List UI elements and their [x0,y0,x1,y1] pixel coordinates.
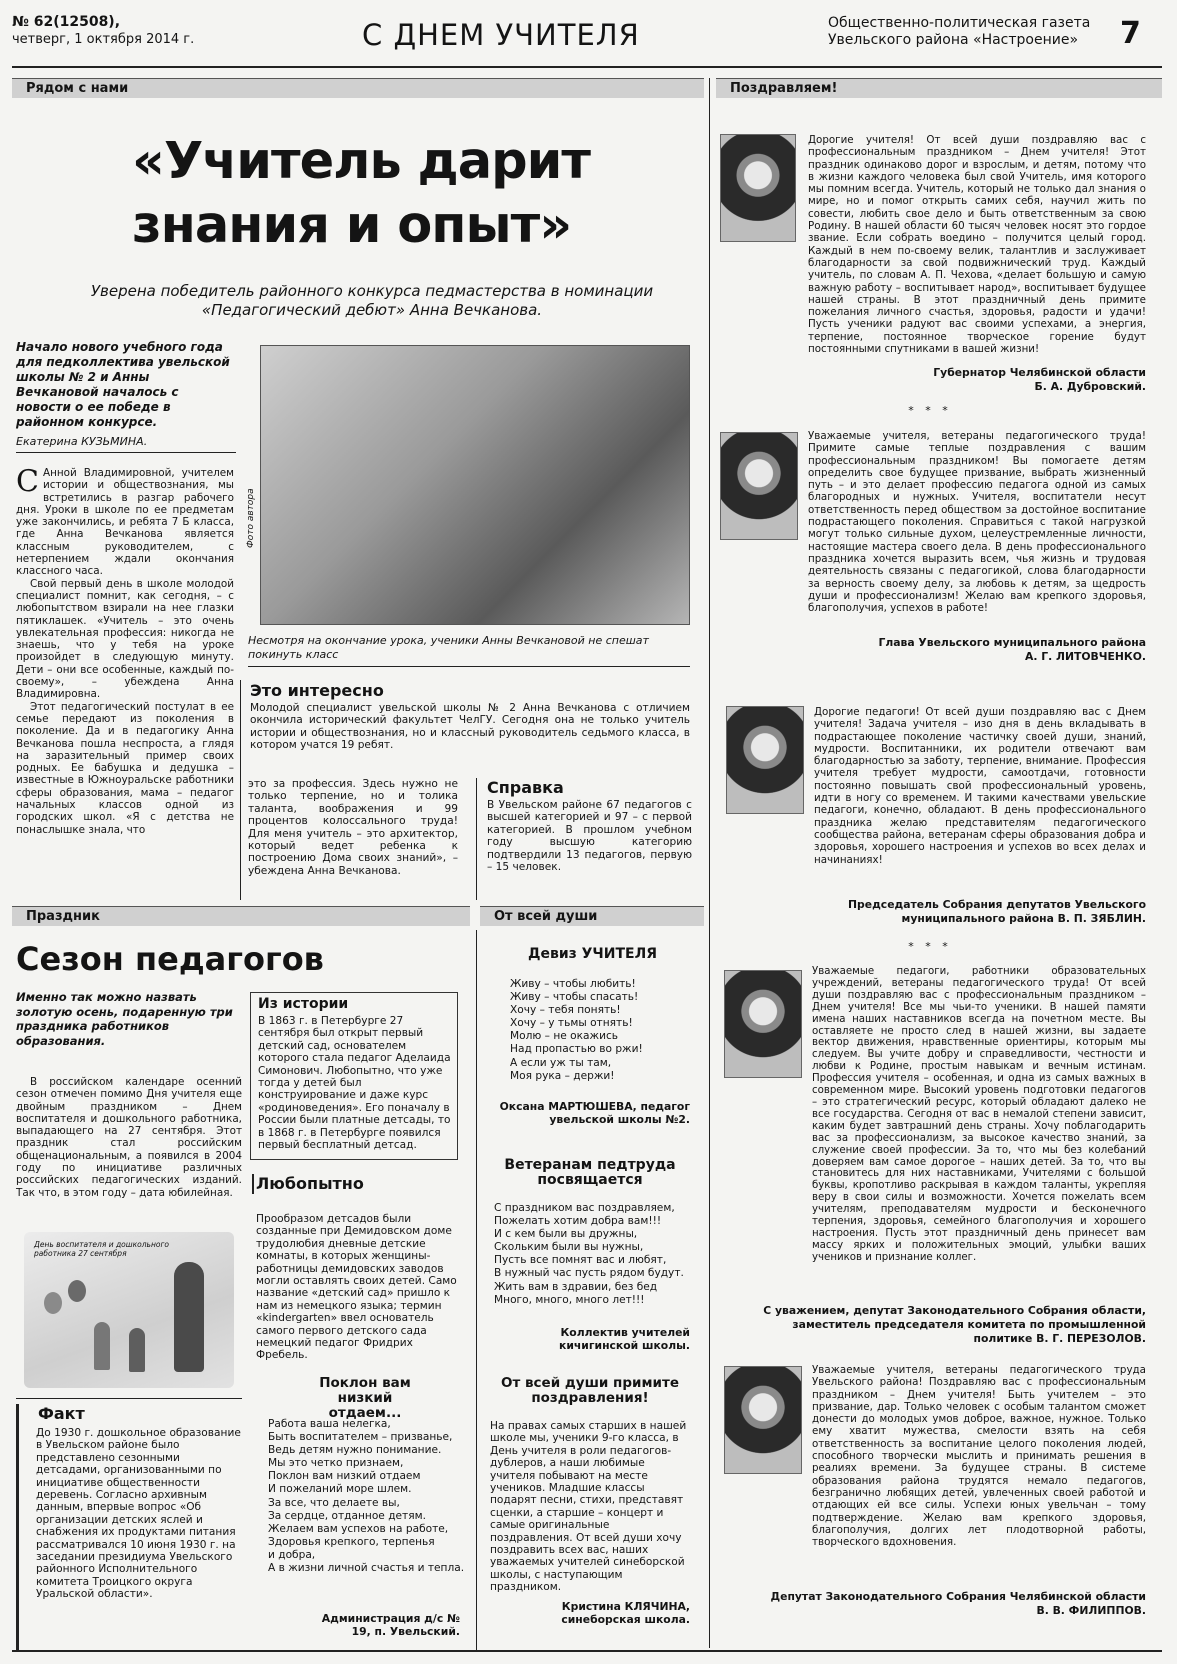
accept-signature: Кристина КЛЯЧИНА, синеборская школа. [561,1600,690,1626]
fact-box [16,1404,242,1601]
header-divider [12,66,1162,68]
teacher-figure-icon [174,1262,204,1372]
interesting-box [250,681,690,752]
motto-title: Девиз УЧИТЕЛЯ [528,946,657,962]
section-title: С ДНЕМ УЧИТЕЛЯ [362,18,640,52]
article-column-2 [248,778,458,877]
veterans-signature: Коллектив учителей кичигинской школы. [559,1326,690,1352]
accept-title: От всей души примите поздравления! [501,1375,679,1406]
congrats-2-sig-title: Глава Увельского муниципального района [878,636,1146,649]
congrats-1-sig-title: Губернатор Челябинской области [933,366,1146,379]
portrait-perezolov [724,970,802,1078]
congrats-4 [812,966,1146,1264]
curious-title: Любопытно [256,1174,364,1193]
holiday-body: В российском календаре осенний сезон отмечен помимо Дня учителя еще двойным праздником – Днем воспитателя и дошкольного работника, выпадающего на 27 сентября. Этот праздник стал российским общенациональным, а появился в 2004 году по инициативе различных российских педагогических изданий. Так что, в этом году – дата юбилейная. [16,1076,242,1199]
article-lead: Начало нового учебного года для педколлектива увельской школы № 2 и Анны Вечкановой началось с новости о ее победе в районном конкурсе. [16,340,230,429]
congrats-4-sig-1: С уважением, депутат Законодательного Собрания области, [763,1304,1146,1317]
masthead [0,0,1177,70]
article-body-1: Анной Владимировной, учителем истории и обществознания, мы встретились в разгар рабочего дня. Уроки в школе по ее предметам уже закончились, и ребята 7 Б класса, где Анна Вечканова является классным руководителем, с нетерпением ждали окончания классного часа. [16,467,234,578]
article-author: Екатерина КУЗЬМИНА. [16,435,148,448]
reference-title: Справка [487,778,564,797]
congrats-3 [814,706,1146,866]
congrats-1 [808,134,1146,355]
reference-box [487,778,692,873]
portrait-deputies-chair [726,706,804,814]
holiday-illustration [24,1232,234,1388]
congrats-1-text: Дорогие учителя! От всей души поздравляю вас с профессиональным праздником – Днем учителя! Этот праздник одинаково дорог и взрослым, и детям, потому что в жизни каждого человека был свой Учитель, имя которого мы помним всегда. Учитель, который не только дал знания о мире, но и помог открыть самих себя, научил жить по совести, любить свое дело и быть ответственным за свою Родину. В нашей области 60 тысяч человек носят это гордое звание. Если собрать воедино – получится целый город. Каждый в нем по-своему велик, талантлив и заслуживает благодарности за свой подвижнический труд. Каждый учитель, по словам А. П. Чехова, «делает большую и самую важную работу – воспитывает народ», воспитывает будущее нашей страны. В этот праздничный день примите пожелания личного счастья, здоровья, радости и удачи! Пусть ученики радуют вас своими успехами, а энергия, терпение, постоянное творческое горение будут постоянными спутниками в вашей жизни! [808,134,1146,356]
article-photo [260,345,690,625]
bow-poem: Работа ваша нелегка, Быть воспитателем – призванье, Ведь детям нужно понимание. Мы это четко признаем, Поклон вам низкий отдаем И пожеланий море шлем. За все, что делаете вы, За сердце, отданное детям. Желаем вам успехов на работе, Здоровья крепкого, терпенья и добра, А в жизни личной счастья и тепла. [268,1418,465,1575]
child-figure-icon [94,1322,110,1370]
separator-stars: * * * [908,940,952,953]
illustration-caption: День воспитателя и дошкольного работника 27 сентября [34,1240,169,1258]
congrats-5 [812,1364,1146,1548]
issue-number: № 62(12508), [12,14,121,30]
holiday-body-column [16,1076,242,1199]
congrats-5-text: Уважаемые учителя, ветераны педагогического труда Увельского района! Поздравляю вас с профессиональным праздником – Днем учителя! Быть учителем – это призвание, дар. Только человек с особым талантом сможет донести до молодых умов доброе, важное, нужное. Только ему хватит мужества, смелости взять на себя ответственность за воспитание целого поколения людей, способного творчески мыслить и принимать решения в реалиях времени. За будущее страны. В системе образования района трудятся немало педагогов, безгранично любящих детей, увлеченных своей работой и отдающих ей все силы. Успехи юных увельчан – тому подтверждение. Желаю вам крепкого здоровья, благополучия, долгих лет плодотворной работы, творческого вдохновения. [812,1364,1146,1549]
curious-text: Прообразом детсадов были созданные при Демидовском доме трудолюбия дневные детские комнаты, в которых женщины-работницы демидовских заводов могли оставлять своих детей. Само название «детский сад» пришло к нам из немецкого языка; термин «kindergarten» ввел основатель самого первого детского сада немецкий педагог Фридрих Фребель. [256,1213,457,1362]
curious-box [256,1174,464,1362]
history-content [258,996,454,1151]
footer-rule [12,1650,1162,1652]
holiday-headline: Сезон педагогов [16,940,324,978]
bow-title: Поклон вам низкий отдаем... [319,1375,411,1421]
headline-line1: «Учитель дарит [132,132,590,191]
article-column-1 [16,464,234,836]
col-divider-c [476,930,477,1650]
column-divider-right [709,78,710,1648]
section-label-congrats: Поздравляем! [716,78,1162,98]
congrats-1-sig-name: Б. А. Дубровский. [1034,380,1146,393]
section-label-soul: От всей души [480,906,704,926]
congrats-3-sig-name: муниципального района В. П. ЗЯБЛИН. [901,912,1146,925]
author-rule [16,452,236,453]
caption-rule [248,666,690,667]
portrait-head-of-district [720,432,798,540]
fact-text: До 1930 г. дошкольное образование в Увельском районе было представлено сезонными детсадами, организованными по инициативе общественности деревень. Согласно архивным данным, впервые вопрос «Об организации детских яслей и снабжения их продуктами питания рассматривался 10 июня 1930 г. на заседании президиума Увельского районного Исполнительного комитета Троицкого округа Уральской области». [36,1427,241,1601]
veterans-poem: С праздником вас поздравляем, Пожелать хотим добра вам!!! И с кем были вы дружны, Скольким были вы нужны, Пусть все помнят вас и любят, В нужный час пусть рядом будут. Жить вам в здравии, без бед Много, много, много лет!!! [494,1202,684,1306]
motto-signature: Оксана МАРТЮШЕВА, педагог увельской школы №2. [499,1100,690,1126]
drop-cap: С [16,464,39,499]
history-title: Из истории [258,996,349,1012]
congrats-3-text: Дорогие педагоги! От всей души поздравляю вас с Днем учителя! Задача учителя – изо дня в день вкладывать в подрастающее поколение частичку своей души, знаний, мудрости. Воспитанники, их родители отвечают вам благодарностью за заботу, терпение, внимание. Профессия учителя требует мудрости, самоотдачи, готовности постоянно повышать свой профессиональный уровень, идти в ногу со временем. И такими качествами увельские педагоги, конечно, обладают. В день профессионального праздника желаю представителям педагогического сообщества района, ветеранам сферы образования добра и здоровья, хорошего настроения и успехов во всех делах и начинаниях! [814,706,1146,866]
congrats-2 [808,430,1146,614]
headline-line2: знания и опыт» [132,196,572,255]
veterans-title: Ветеранам педтруда посвящается [504,1157,676,1188]
col-divider-a [240,680,241,900]
interesting-title: Это интересно [250,681,384,700]
separator-stars: * * * [908,404,952,417]
issue-date: четверг, 1 октября 2014 г. [12,32,195,47]
congrats-5-sig-title: Депутат Законодательного Собрания Челябинской области [770,1590,1146,1603]
congrats-2-sig-name: А. Г. ЛИТОВЧЕНКО. [1025,650,1146,663]
paper-name-line2: Увельского района «Настроение» [828,32,1079,48]
subhead: Уверена победитель районного конкурса педмастерства в номинации «Педагогический дебют» Анна Вечканова. [90,282,654,319]
congrats-5-sig-name: В. В. ФИЛИППОВ. [1036,1604,1146,1617]
portrait-governor [720,134,796,242]
reference-text: В Увельском районе 67 педагогов с высшей категорией и 97 – с первой категорией. В прошлом учебном году высшую категорию подтвердили 13 педагогов, первую – 15 человек. [487,799,692,874]
paper-name-line1: Общественно-политическая газета [828,15,1091,31]
bow-signature: Администрация д/с № 19, п. Увельский. [321,1612,460,1638]
article-body-2: Свой первый день в школе молодой специалист помнит, как сегодня, – с любопытством взирали на нее глазки пятиклашек. «Учитель – это очень увлекательная профессия: никогда не знаешь, что у тебя на уроке произойдет в следующую минуту. Дети – они все особенные, каждый по-своему», – убеждена Анна Владимировна. [16,577,234,701]
article-body-3: Этот педагогический постулат в ее семье передают из поколения в поколение. Да и в педагогику Анна Вечканова пошла неспроста, а глядя на заразительный пример своих родных. Ее бабушка и дедушка – известные в Южноуральске работники сферы образования, мама – педагог начальных классов одной из городских школ. «Я с детства не понаслышке знала, что [16,700,234,836]
history-text: В 1863 г. в Петербурге 27 сентября был открыт первый детский сад, основателем которого стала педагог Аделаида Симонович. Любопытно, что уже тогда у детей был конструирование и даже курс «родиноведения». Его поначалу в России были платные детсады, то в 1868 г. в Петербурге появился первый бесплатный детсад. [258,1015,451,1152]
congrats-3-sig-title: Председатель Собрания депутатов Увельского [848,898,1146,911]
holiday-lead: Именно так можно назвать золотую осень, подаренную три праздника работников образования. [16,990,233,1048]
portrait-filippov [724,1366,802,1474]
photo-caption: Несмотря на окончание урока, ученики Анны Вечкановой не спешат покинуть класс [248,634,649,661]
accept-body [490,1420,690,1594]
congrats-4-sig-2: заместитель председателя комитета по промышленной [792,1318,1146,1331]
motto-poem: Живу – чтобы любить! Живу – чтобы спасать! Хочу – тебя понять! Хочу – у тьмы отнять! Молю – не окажись Над пропастью во ржи! А если уж ты там, Моя рука – держи! [510,978,643,1082]
section-label-holiday: Праздник [12,906,470,926]
child-figure-icon [129,1328,145,1372]
balloon-icon [44,1292,62,1314]
col-divider-b [476,778,477,900]
photo-credit: Фото автора [246,488,256,548]
fact-left-bar [16,1404,19,1650]
page-number: 7 [1120,16,1141,51]
interesting-text: Молодой специалист увельской школы № 2 Анна Вечканова с отличием окончила исторический факультет ЧелГУ. Сегодня она не только учитель истории и обществознания, но и классный руководитель седьмого класса, в котором учатся 19 ребят. [250,702,690,752]
congrats-4-text: Уважаемые педагоги, работники образовательных учреждений, ветераны педагогического труда! От всей души поздравляю вас с профессиональным праздником – Днем учителя! Все мы чьи-то ученики. В нашей памяти имена наших наставников всегда на почетном месте. Вы оставляете не просто след в нашей жизни, вы задаете вектор движения, нравственные ориентиры, которым мы следуем. Вы учите добру и справедливости, честности и любви к Родине, простым навыкам и вечным истинам. Профессия учителя – особенная, и одна из самых важных в современном мире. Высокий уровень подготовки педагогов – это стратегический ресурс, который обладают далеко не все государства. Сегодня от вас в немалой степени зависит, каким будет завтрашний день страны. Хочу поблагодарить вас за профессионализм, за высокое качество знаний, за служение своей профессии. За то, что мы без колебаний доверяем вам самое дорогое – наших детей. За то, что вы становитесь для них наставниками, Учителями с большой буквы, кропотливо раскрывая в каждом таланты, укрепляя веру в свои силы и возможности. Хочется пожелать всем учителям, преподавателям мудрости и бесконечного терпения, здоровья, семейного благополучия и хорошего настроения. Пусть этот праздничный день принесет вам массу ярких и положительных эмоций, улыбки ваших учеников и признание коллег. [812,966,1146,1263]
fact-rule [16,1398,242,1399]
article-body-4: это за профессия. Здесь нужно не только терпение, но и толика таланта, воображения и 99 процентов колоссального труда! Для меня учитель – это архитектор, который ведет ребенка к построению Дома своих знаний», – убеждена Анна Вечканова. [248,778,458,877]
congrats-2-text: Уважаемые учителя, ветераны педагогического труда! Примите самые теплые поздравления с вашим профессиональным праздником! Вы помогаете детям определить свое будущее призвание, выбрать жизненный путь – и это делает профессию педагога одной из самых благородных и нужных. Учителя, воспитатели несут ответственность перед обществом за достойное воспитание подрастающего поколения. Справиться с такой нагрузкой могут только сильные духом, целеустремленные личности, настоящие мастера своего дела. В день профессионального праздника хочется выразить всем, чья жизнь и трудовая деятельность связаны с педагогикой, слова благодарности за верность своему делу, за любовь к детям, за щедрость души и профессионализм! Желаю вам крепкого здоровья, благополучия, успехов в работе! [808,430,1146,615]
fact-title: Факт [38,1404,85,1423]
accept-text: На правах самых старших в нашей школе мы, ученики 9-го класса, в День учителя в роли педагогов-дублеров, а наши любимые учителя побывают на месте учеников. Младшие классы подарят песни, стихи, представят сценки, а старшие – концерт и самые оригинальные поздравления. От всей души хочу поздравить всех вас, наших уважаемых учителей синеборской школы, с наступающим праздником. [490,1420,687,1594]
balloon-icon [68,1280,86,1302]
congrats-4-sig-3: политике В. Г. ПЕРЕЗОЛОВ. [973,1332,1146,1345]
section-label-nearby: Рядом с нами [12,78,704,98]
curious-left-bar [252,1174,254,1194]
